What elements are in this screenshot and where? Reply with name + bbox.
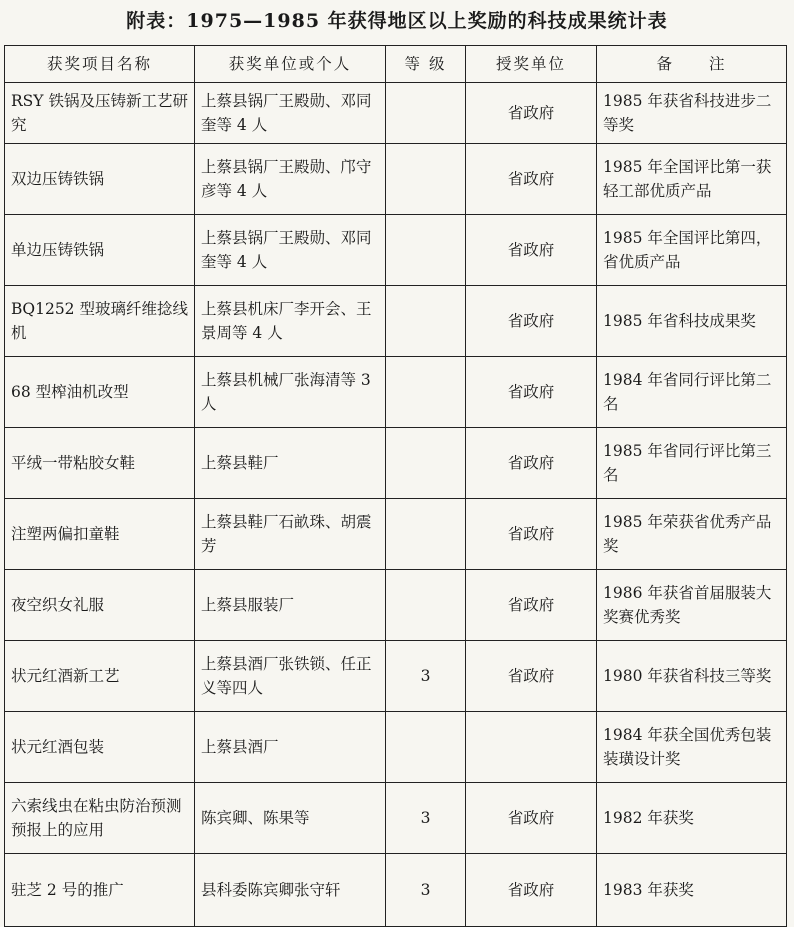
- cell-granting-org: 省政府: [466, 215, 597, 286]
- cell-level: [386, 428, 466, 499]
- cell-level: [386, 712, 466, 783]
- cell-granting-org: 省政府: [466, 357, 597, 428]
- cell-level: [386, 144, 466, 215]
- cell-project: 注塑两偏扣童鞋: [5, 499, 195, 570]
- table-row: [5, 286, 787, 357]
- cell-remark: 1980 年获省科技三等奖: [597, 641, 787, 712]
- cell-remark: 1985 年省同行评比第三名: [597, 428, 787, 499]
- page-title: 附表：1975—1985 年获得地区以上奖励的科技成果统计表: [126, 10, 668, 32]
- awards-table: [4, 45, 787, 927]
- cell-winner: 上蔡县酒厂张铁锁、任正义等四人: [195, 641, 386, 712]
- cell-winner: 上蔡县鞋厂石畝珠、胡震芳: [195, 499, 386, 570]
- table-row: [5, 357, 787, 428]
- cell-level: [386, 286, 466, 357]
- header-remark: 备 注: [597, 46, 787, 83]
- cell-level: 3: [386, 783, 466, 854]
- cell-winner: 陈宾卿、陈果等: [195, 783, 386, 854]
- cell-winner: 上蔡县机床厂李开会、王景周等 4 人: [195, 286, 386, 357]
- cell-remark: 1985 年获省科技进步二等奖: [597, 83, 787, 144]
- cell-level: [386, 499, 466, 570]
- cell-granting-org: 省政府: [466, 854, 597, 927]
- header-granting-org: 授奖单位: [466, 46, 597, 83]
- header-project: 获奖项目名称: [5, 46, 195, 83]
- cell-granting-org: 省政府: [466, 286, 597, 357]
- cell-project: 状元红酒包装: [5, 712, 195, 783]
- cell-remark: 1986 年获省首届服装大奖赛优秀奖: [597, 570, 787, 641]
- cell-granting-org: 省政府: [466, 641, 597, 712]
- table-row: [5, 499, 787, 570]
- cell-project: 双边压铸铁锅: [5, 144, 195, 215]
- header-level: 等 级: [386, 46, 466, 83]
- cell-level: [386, 357, 466, 428]
- cell-level: [386, 570, 466, 641]
- table-row: [5, 215, 787, 286]
- table-row: [5, 428, 787, 499]
- cell-project: 夜空织女礼服: [5, 570, 195, 641]
- cell-project: RSY 铁锅及压铸新工艺研究: [5, 83, 195, 144]
- cell-granting-org: 省政府: [466, 144, 597, 215]
- cell-winner: 上蔡县酒厂: [195, 712, 386, 783]
- cell-remark: 1985 年省科技成果奖: [597, 286, 787, 357]
- table-row: [5, 712, 787, 783]
- cell-granting-org: 省政府: [466, 428, 597, 499]
- cell-remark: 1984 年省同行评比第二名: [597, 357, 787, 428]
- cell-granting-org: [466, 712, 597, 783]
- table-header-row: [5, 46, 787, 83]
- header-winner: 获奖单位或个人: [195, 46, 386, 83]
- cell-granting-org: 省政府: [466, 499, 597, 570]
- cell-level: 3: [386, 854, 466, 927]
- cell-remark: 1982 年获奖: [597, 783, 787, 854]
- cell-remark: 1985 年全国评比第一获轻工部优质产品: [597, 144, 787, 215]
- cell-level: 3: [386, 641, 466, 712]
- cell-winner: 上蔡县鞋厂: [195, 428, 386, 499]
- cell-project: 单边压铸铁锅: [5, 215, 195, 286]
- cell-granting-org: 省政府: [466, 570, 597, 641]
- cell-project: 六索线虫在粘虫防治预测预报上的应用: [5, 783, 195, 854]
- cell-winner: 上蔡县服装厂: [195, 570, 386, 641]
- cell-project: BQ1252 型玻璃纤维捻线机: [5, 286, 195, 357]
- cell-project: 状元红酒新工艺: [5, 641, 195, 712]
- cell-winner: 上蔡县锅厂王殿勋、邓同奎等 4 人: [195, 83, 386, 144]
- cell-project: 平绒一带粘胶女鞋: [5, 428, 195, 499]
- table-row: [5, 83, 787, 144]
- cell-granting-org: 省政府: [466, 783, 597, 854]
- cell-remark: 1985 年荣获省优秀产品奖: [597, 499, 787, 570]
- cell-winner: 上蔡县锅厂王殿勋、邓同奎等 4 人: [195, 215, 386, 286]
- cell-level: [386, 83, 466, 144]
- table-row: [5, 783, 787, 854]
- cell-winner: 上蔡县机械厂张海清等 3 人: [195, 357, 386, 428]
- cell-remark: 1984 年获全国优秀包装装璜设计奖: [597, 712, 787, 783]
- cell-remark: 1985 年全国评比第四，省优质产品: [597, 215, 787, 286]
- cell-remark: 1983 年获奖: [597, 854, 787, 927]
- cell-level: [386, 215, 466, 286]
- cell-winner: 上蔡县锅厂王殿勋、邝守彦等 4 人: [195, 144, 386, 215]
- table-row: [5, 570, 787, 641]
- cell-project: 68 型榨油机改型: [5, 357, 195, 428]
- table-row: [5, 641, 787, 712]
- table-row: [5, 854, 787, 927]
- cell-winner: 县科委陈宾卿张守轩: [195, 854, 386, 927]
- cell-granting-org: 省政府: [466, 83, 597, 144]
- cell-project: 驻芝 2 号的推广: [5, 854, 195, 927]
- table-row: [5, 144, 787, 215]
